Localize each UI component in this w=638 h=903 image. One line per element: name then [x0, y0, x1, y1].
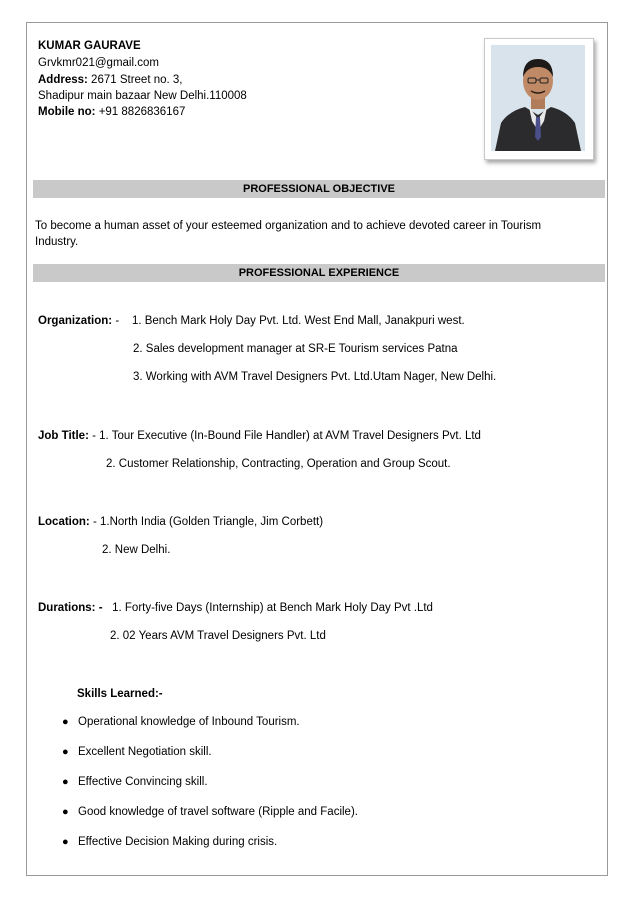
mobile-line: [38, 104, 185, 120]
organization-item: 2. Sales development manager at SR-E Tourism services Patna: [133, 343, 458, 355]
location-item: 1.North India (Golden Triangle, Jim Corbett): [99, 516, 324, 528]
organization-item: 3. Working with AVM Travel Designers Pvt. Ltd.Utam Nager, New Delhi.: [133, 371, 497, 383]
bullet-icon: ●: [62, 776, 69, 788]
job-title-item: 2. Customer Relationship, Contracting, Operation and Group Scout.: [106, 458, 451, 470]
skill-item: Operational knowledge of Inbound Tourism.: [78, 716, 300, 728]
bullet-icon: ●: [62, 716, 69, 728]
location-separator: -: [89, 516, 100, 528]
bullet-icon: ●: [62, 836, 69, 848]
experience-heading: PROFESSIONAL EXPERIENCE: [33, 264, 605, 282]
objective-text-line-1: To become a human asset of your esteemed organization and to achieve devoted career in Tourism: [35, 220, 542, 232]
duration-item: 1. Forty-five Days (Internship) at Bench Mark Holy Day Pvt .Ltd: [112, 602, 433, 614]
skill-item: Good knowledge of travel software (Ripple and Facile).: [78, 806, 358, 818]
address-label: Address:: [38, 74, 88, 86]
bullet-icon: ●: [62, 806, 69, 818]
organization-item: 1. Bench Mark Holy Day Pvt. Ltd. West End Mall, Janakpuri west.: [131, 315, 465, 327]
job-title-item: 1. Tour Executive (In-Bound File Handler) at AVM Travel Designers Pvt. Ltd: [99, 430, 481, 442]
skill-item: Effective Convincing skill.: [78, 776, 208, 788]
objective-heading: PROFESSIONAL OBJECTIVE: [33, 180, 605, 198]
profile-photo: [491, 45, 585, 151]
address-line-1: [38, 72, 182, 88]
location-row: [38, 514, 323, 530]
organization-label: Organization:: [38, 315, 113, 327]
person-photo-icon: [491, 45, 585, 151]
mobile-value: +91 8826836167: [95, 106, 186, 118]
location-label: Location:: [38, 516, 90, 528]
email-address: Grvkmr021@gmail.com: [38, 57, 159, 69]
skills-heading: Skills Learned:-: [77, 688, 163, 700]
skill-item: Excellent Negotiation skill.: [78, 746, 212, 758]
duration-item: 2. 02 Years AVM Travel Designers Pvt. Ltd: [110, 630, 326, 642]
address-value: 2671 Street no. 3,: [87, 74, 183, 86]
job-title-separator: -: [88, 430, 100, 442]
bullet-icon: ●: [62, 746, 69, 758]
skill-item: Effective Decision Making during crisis.: [78, 836, 278, 848]
duration-label: Durations: -: [38, 602, 103, 614]
photo-frame: [484, 38, 594, 160]
candidate-name: KUMAR GAURAVE: [38, 40, 141, 52]
duration-row: [38, 600, 433, 616]
location-item: 2. New Delhi.: [102, 544, 171, 556]
mobile-label: Mobile no:: [38, 106, 96, 118]
organization-row: [38, 313, 465, 329]
duration-gap: [103, 602, 113, 614]
job-title-row: [38, 428, 481, 444]
job-title-label: Job Title:: [38, 430, 89, 442]
objective-text-line-2: Industry.: [35, 236, 79, 248]
address-line-2: Shadipur main bazaar New Delhi.110008: [38, 90, 247, 102]
organization-separator: -: [112, 315, 132, 327]
